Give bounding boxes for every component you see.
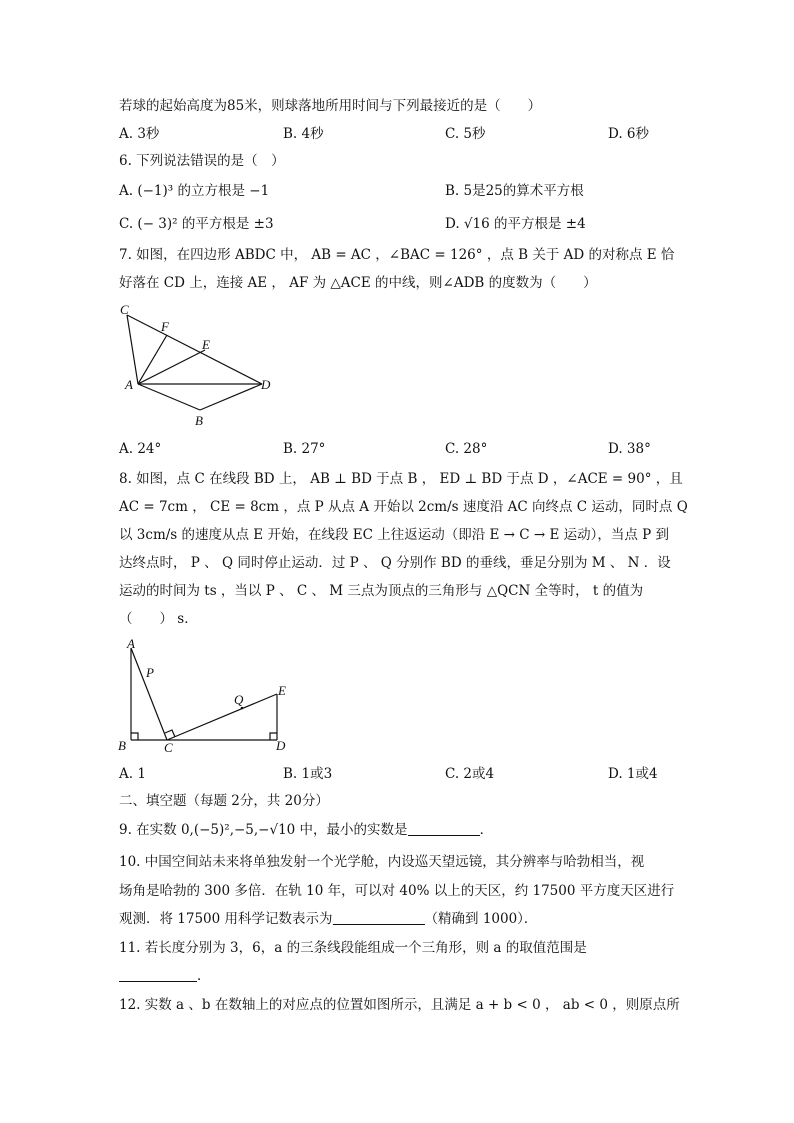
q5-option-c: C. 5秒 xyxy=(445,126,486,142)
q7-option-b: B. 27° xyxy=(283,441,326,457)
q11-end: ． xyxy=(197,968,211,984)
q8-stem-line2: AC = 7cm ， CE = 8cm ，点 P 从点 A 开始以 2cm/s 速度沿 AC 向终点 C 运动，同时点 Q xyxy=(119,499,688,515)
label-f: F xyxy=(161,319,169,334)
q11-line2 xyxy=(119,967,211,985)
q10-line3 xyxy=(119,910,537,928)
q10-line2: 场角是哈勃的 300 多倍．在轨 10 年，可以对 40% 以上的天区，约 17500 平方度天区进行 xyxy=(119,883,675,899)
q11-line1: 11. 若长度分别为 3，6，a 的三条线段能组成一个三角形，则 a 的取值范围是 xyxy=(119,940,587,956)
seg-bd xyxy=(200,384,262,410)
label-c: C xyxy=(120,302,129,317)
q7-option-a: A. 24° xyxy=(119,441,162,457)
q7-option-c: C. 28° xyxy=(445,441,488,457)
q6-option-d: D. √16 的平方根是 ±4 xyxy=(445,216,586,232)
q7-stem-line1: 7. 如图，在四边形 ABDC 中， AB = AC ，∠BAC = 126° ，点 B 关于 AD 的对称点 E 恰 xyxy=(119,247,675,263)
right-angle-c xyxy=(165,730,175,737)
q8-stem-line5: 运动的时间为 ts ，当以 P 、 C 、 M 三点为顶点的三角形与 △QCN 全等时， t 的值为 xyxy=(119,583,644,599)
seg-cd xyxy=(127,315,262,384)
seg-ac xyxy=(131,648,167,740)
seg-ce xyxy=(167,694,277,740)
q6-option-c: C. (− 3)² 的平方根是 ±3 xyxy=(119,216,274,232)
seg-ca xyxy=(127,315,138,384)
q9-end: ． xyxy=(479,822,494,838)
label-c: C xyxy=(164,740,173,755)
q8-stem-line1: 8. 如图，点 C 在线段 BD 上， AB ⊥ BD 于点 B ， ED ⊥ BD 于点 D ，∠ACE = 90° ，且 xyxy=(119,471,683,487)
q8-stem-line4: 达终点时， P 、 Q 同时停止运动．过 P 、 Q 分别作 BD 的垂线，垂足分别为 M 、 N ．设 xyxy=(119,555,671,571)
q10-line1: 10. 中国空间站未来将单独发射一个光学舱，内设巡天望远镜，其分辨率与哈勃相当，视 xyxy=(119,854,645,870)
q10-answer-blank[interactable] xyxy=(333,910,425,925)
q8-stem-line3: 以 3cm/s 的速度从点 E 开始，在线段 EC 上往返运动（即沿 E → C → E 运动），当点 P 到 xyxy=(119,527,670,543)
point-q xyxy=(241,707,244,710)
q5-option-a: A. 3秒 xyxy=(119,126,160,142)
label-e: E xyxy=(202,337,210,352)
label-a: A xyxy=(125,377,133,392)
section-heading: 二、填空题（每题 2分，共 20分） xyxy=(119,793,329,809)
q8-option-b: B. 1或3 xyxy=(283,766,333,782)
label-p: P xyxy=(146,665,154,680)
q12-line1: 12. 实数 a 、b 在数轴上的对应点的位置如图所示，且满足 a + b < 0 ， ab < 0 ，则原点所 xyxy=(119,997,680,1013)
label-b: B xyxy=(118,738,126,753)
q5-stem: 若球的起始高度为85米，则球落地所用时间与下列最接近的是（ ） xyxy=(119,98,542,114)
q9-text: 9. 在实数 0,(−5)²,−5,−√10 中，最小的实数是 xyxy=(119,822,408,838)
q11-answer-blank[interactable] xyxy=(119,967,197,982)
seg-ab xyxy=(138,384,200,410)
label-d: D xyxy=(261,377,271,392)
label-b: B xyxy=(195,413,203,428)
label-e: E xyxy=(278,683,286,698)
q5-option-d: D. 6秒 xyxy=(608,126,650,142)
q6-stem: 6. 下列说法错误的是（ ） xyxy=(119,153,285,169)
label-d: D xyxy=(276,738,286,753)
q8-option-d: D. 1或4 xyxy=(608,766,658,782)
label-q: Q xyxy=(234,692,244,707)
q6-option-a: A. (−1)³ 的立方根是 −1 xyxy=(119,183,270,199)
q10-text: 观测．将 17500 用科学记数表示为 xyxy=(119,911,333,927)
right-angle-b xyxy=(131,733,138,740)
q7-figure xyxy=(110,298,280,430)
q9-line xyxy=(119,821,493,839)
q8-option-c: C. 2或4 xyxy=(445,766,495,782)
q8-option-a: A. 1 xyxy=(119,766,146,782)
q10-end: （精确到 1000）． xyxy=(424,911,538,927)
q6-option-b: B. 5是25的算术平方根 xyxy=(445,183,584,199)
q9-answer-blank[interactable] xyxy=(408,821,480,836)
q8-figure xyxy=(112,634,297,756)
label-a: A xyxy=(127,636,135,651)
q7-stem-line2: 好落在 CD 上，连接 AE ， AF 为 △ACE 的中线，则∠ADB 的度数为（ ） xyxy=(119,275,597,291)
q7-option-d: D. 38° xyxy=(608,441,651,457)
q8-stem-line6: （ ） s． xyxy=(119,611,198,627)
q5-option-b: B. 4秒 xyxy=(283,126,324,142)
